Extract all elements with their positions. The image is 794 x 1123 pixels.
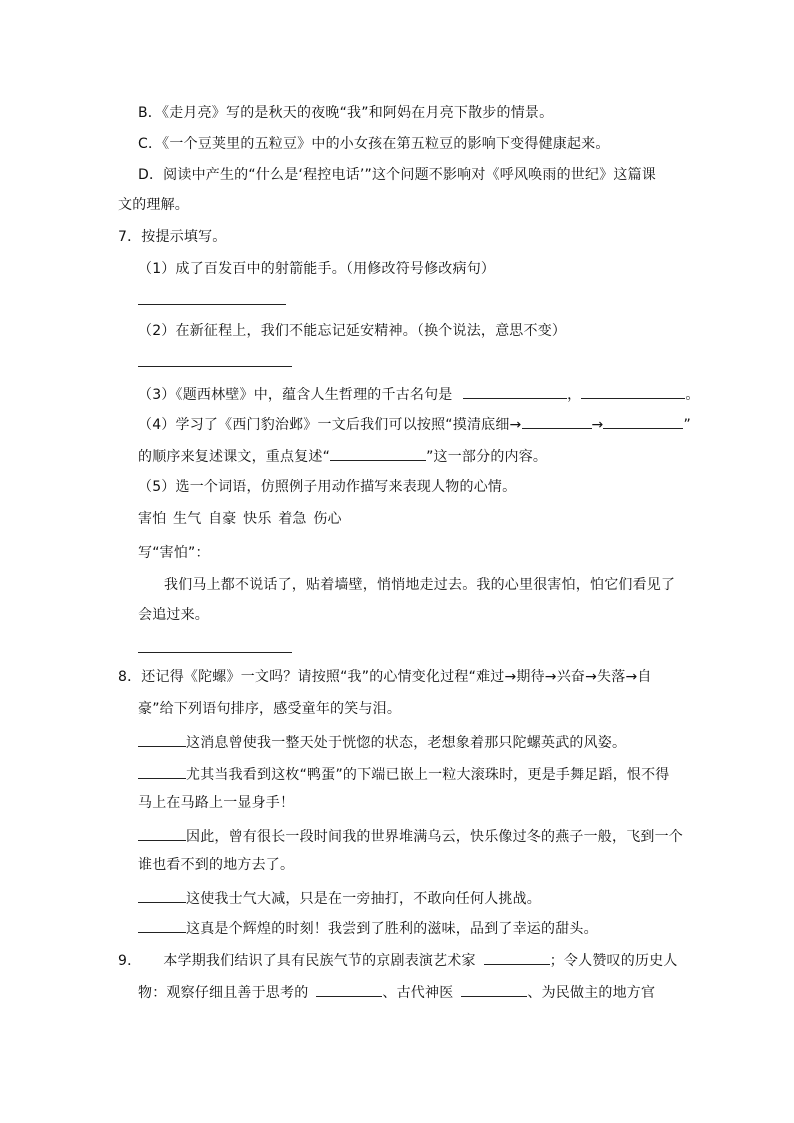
q7-item-4-text-2: 的顺序来复述课文，重点复述“: [138, 449, 331, 465]
q7-item-4-text-3: ”这一部分的内容。: [426, 449, 548, 465]
q6-option-d: D．阅读中产生的“什么是‘程控电话’”这个问题不影响对《呼风唤雨的世纪》这篇课: [138, 167, 656, 183]
q6-option-d-cont: 文的理解。: [118, 197, 189, 213]
q8-item-3: [138, 826, 683, 846]
q7-answer-line-5[interactable]: [138, 652, 292, 653]
q9-text-3: 物：观察仔细且善于思考的: [138, 985, 309, 1001]
q9-text-2: ；令人赞叹的历史人: [549, 953, 678, 969]
q7-example-text-cont: 会追过来。: [138, 607, 209, 623]
q7-item-5: （5）选一个词语，仿照例子用动作描写来表现人物的心情。: [138, 479, 517, 495]
q7-item-2: （2）在新征程上，我们不能忘记延安精神。（换个说法，意思不变）: [138, 323, 567, 339]
q7-example-label: 写“害怕”：: [138, 545, 210, 561]
q8-order-blank-5[interactable]: [138, 918, 186, 933]
q7-item-4-blank-3[interactable]: [330, 446, 426, 461]
q9-number: 9．: [118, 953, 142, 969]
quote: ”: [683, 417, 691, 433]
q7-item-4-cont: [138, 446, 547, 466]
q8-item-4: [138, 888, 541, 908]
q9-text-5: 、为民做主的地方官: [527, 985, 656, 1001]
q8-order-blank-1[interactable]: [138, 732, 186, 747]
q8-item-2: [138, 764, 670, 784]
q6-option-c: C．《一个豆荚里的五粒豆》中的小女孩在第五粒豆的影响下变得健康起来。: [138, 136, 610, 152]
q7-item-3-blank-2[interactable]: [581, 384, 685, 399]
q8-order-blank-2[interactable]: [138, 764, 186, 779]
q9-line-2: [138, 982, 655, 1002]
q8-order-blank-3[interactable]: [138, 826, 186, 841]
q7-item-4: [138, 414, 691, 434]
arrow: →: [591, 417, 604, 433]
q9-line-1: [118, 950, 678, 970]
q7-title: 7．按提示填写。: [118, 229, 227, 245]
q7-item-3-blank-1[interactable]: [463, 384, 567, 399]
q8-item-1: [138, 732, 626, 752]
q7-answer-line-1[interactable]: [138, 304, 286, 305]
q9-blank-3[interactable]: [461, 982, 527, 997]
q7-item-1: （1）成了百发百中的射箭能手。（用修改符号修改病句）: [138, 261, 496, 277]
comma: ，: [567, 387, 582, 403]
q7-item-4-text: （4）学习了《西门豹治邺》一文后我们可以按照“摸清底细→: [138, 417, 522, 433]
q7-item-3: [138, 384, 700, 404]
q9-blank-2[interactable]: [316, 982, 382, 997]
q7-answer-line-2[interactable]: [138, 366, 292, 367]
q8-order-blank-4[interactable]: [138, 888, 186, 903]
q7-item-4-blank-2[interactable]: [603, 414, 683, 429]
q8-item-5: [138, 918, 598, 938]
q8-item-2-text: 尤其当我看到这枚“鸭蛋”的下端已嵌上一粒大滚珠时，更是手舞足蹈，恨不得: [186, 767, 670, 783]
q8-item-3-cont: 谁也看不到的地方去了。: [138, 857, 295, 873]
q7-word-list: 害怕 生气 自豪 快乐 着急 伤心: [138, 511, 342, 527]
q8-title: 8．还记得《陀螺》一文吗？请按照“我”的心情变化过程“难过→期待→兴奋→失落→自: [118, 669, 652, 685]
q8-item-5-text: 这真是个辉煌的时刻！我尝到了胜利的滋味，品到了幸运的甜头。: [186, 921, 598, 937]
q8-item-2-cont: 马上在马路上一显身手！: [138, 795, 295, 811]
q6-option-b: B．《走月亮》写的是秋天的夜晚“我”和阿妈在月亮下散步的情景。: [138, 105, 554, 121]
period: 。: [685, 387, 700, 403]
q7-example-text: 我们马上都不说话了，贴着墙壁，悄悄地走过去。我的心里很害怕，怕它们看见了: [164, 577, 676, 593]
q9-blank-1[interactable]: [484, 950, 550, 965]
q8-title-cont: 豪”给下列语句排序，感受童年的笑与泪。: [138, 701, 402, 717]
q8-item-4-text: 这使我士气大减，只是在一旁抽打，不敢向任何人挑战。: [186, 891, 541, 907]
q8-item-1-text: 这消息曾使我一整天处于恍惚的状态，老想象着那只陀螺英武的风姿。: [186, 735, 627, 751]
q7-item-3-text: （3）《题西林壁》中，蕴含人生哲理的千古名句是: [138, 387, 453, 403]
q7-item-4-blank-1[interactable]: [522, 414, 592, 429]
q8-item-3-text: 因此，曾有很长一段时间我的世界堆满乌云，快乐像过冬的燕子一般，飞到一个: [186, 829, 683, 845]
q9-text-4: 、古代神医: [382, 985, 454, 1001]
q9-text-1: 本学期我们结识了具有民族气节的京剧表演艺术家: [163, 953, 476, 969]
